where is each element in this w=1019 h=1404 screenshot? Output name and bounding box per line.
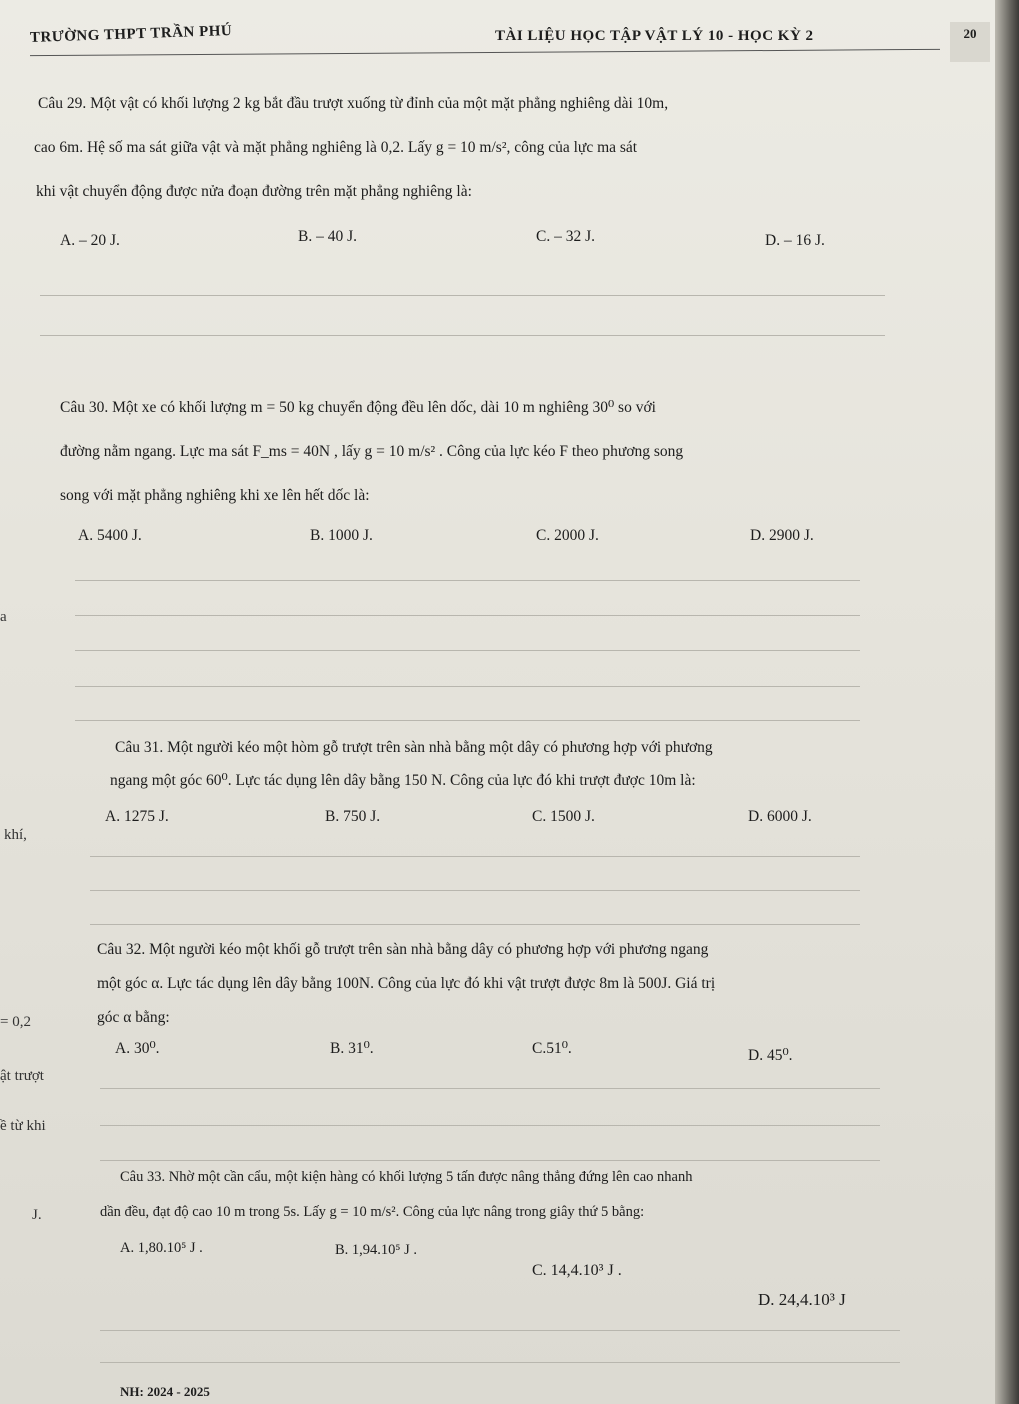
q33-option-d: D. 24,4.10³ J — [758, 1290, 846, 1309]
margin-fragment: khí, — [4, 827, 27, 843]
answer-line — [75, 686, 860, 687]
header-rule — [30, 49, 940, 56]
q30-option-a: A. 5400 J. — [78, 527, 142, 544]
q32-option-b: B. 31⁰. — [330, 1040, 374, 1057]
q30-line1: Câu 30. Một xe có khối lượng m = 50 kg chuyển động đều lên dốc, dài 10 m nghiêng 30⁰ so với — [60, 399, 656, 416]
answer-line — [100, 1125, 880, 1126]
answer-line — [90, 924, 860, 925]
answer-line — [90, 856, 860, 857]
answer-line — [100, 1362, 900, 1363]
margin-fragment: ề từ khi — [0, 1118, 46, 1134]
margin-fragment: a — [0, 609, 7, 625]
margin-fragment: J. — [32, 1207, 42, 1223]
q29-option-c: C. – 32 J. — [536, 228, 595, 245]
footer-year: NH: 2024 - 2025 — [120, 1384, 210, 1399]
q33-line1: Câu 33. Nhờ một cần cẩu, một kiện hàng có khối lượng 5 tấn được nâng thẳng đứng lên cao nhanh — [120, 1169, 693, 1185]
margin-fragment: ật trượt — [0, 1068, 44, 1084]
q30-option-c: C. 2000 J. — [536, 527, 599, 544]
q33-option-a: A. 1,80.10⁵ J . — [120, 1240, 203, 1256]
margin-fragment: = 0,2 — [0, 1014, 31, 1030]
q32-line1: Câu 32. Một người kéo một khối gỗ trượt trên sàn nhà bằng dây có phương hợp với phương ngang — [97, 941, 709, 958]
q29-option-b: B. – 40 J. — [298, 228, 357, 245]
page-number: 20 — [950, 22, 990, 62]
q31-option-b: B. 750 J. — [325, 808, 381, 825]
page-edge-shadow — [995, 0, 1019, 1404]
school-name: TRƯỜNG THPT TRẦN PHÚ — [29, 22, 233, 46]
q30-line3: song với mặt phẳng nghiêng khi xe lên hết dốc là: — [60, 487, 370, 504]
q30-line2: đường nằm ngang. Lực ma sát F_ms = 40N , lấy g = 10 m/s² . Công của lực kéo F theo phương song — [60, 443, 684, 460]
q32-option-c: C.51⁰. — [532, 1040, 572, 1057]
q32-line3: góc α bằng: — [97, 1009, 170, 1026]
q32-option-a: A. 30⁰. — [115, 1040, 160, 1057]
q33-line2: dần đều, đạt độ cao 10 m trong 5s. Lấy g = 10 m/s². Công của lực nâng trong giây thứ 5 bằng: — [100, 1204, 645, 1220]
answer-line — [40, 335, 885, 336]
q33-option-b: B. 1,94.10⁵ J . — [335, 1242, 417, 1258]
answer-line — [75, 615, 860, 616]
q30-option-b: B. 1000 J. — [310, 527, 373, 544]
answer-line — [100, 1160, 880, 1161]
q33-option-c: C. 14,4.10³ J . — [532, 1262, 622, 1279]
q31-option-c: C. 1500 J. — [532, 808, 595, 825]
answer-line — [75, 580, 860, 581]
answer-line — [40, 295, 885, 296]
q31-line1: Câu 31. Một người kéo một hòm gỗ trượt trên sàn nhà bằng một dây có phương hợp với phương — [115, 739, 713, 756]
answer-line — [75, 720, 860, 721]
q32-option-d: D. 45⁰. — [748, 1047, 793, 1064]
answer-line — [100, 1330, 900, 1331]
q32-line2: một góc α. Lực tác dụng lên dây bằng 100N. Công của lực đó khi vật trượt được 8m là 500J. Giá trị — [97, 975, 716, 992]
q29-line1: Câu 29. Một vật có khối lượng 2 kg bắt đầu trượt xuống từ đỉnh của một mặt phẳng nghiêng dài 10m, — [38, 95, 669, 112]
document-title: TÀI LIỆU HỌC TẬP VẬT LÝ 10 - HỌC KỲ 2 — [495, 28, 814, 44]
q31-line2: ngang một góc 60⁰. Lực tác dụng lên dây bằng 150 N. Công của lực đó khi trượt được 10m là: — [110, 772, 696, 789]
answer-line — [75, 650, 860, 651]
q30-option-d: D. 2900 J. — [750, 527, 814, 544]
answer-line — [90, 890, 860, 891]
q29-option-d: D. – 16 J. — [765, 232, 825, 249]
q31-option-d: D. 6000 J. — [748, 808, 812, 825]
q29-line3: khi vật chuyển động được nửa đoạn đường trên mặt phẳng nghiêng là: — [36, 183, 472, 200]
q29-option-a: A. – 20 J. — [60, 232, 120, 249]
answer-line — [100, 1088, 880, 1089]
q31-option-a: A. 1275 J. — [105, 808, 169, 825]
q29-line2: cao 6m. Hệ số ma sát giữa vật và mặt phẳng nghiêng là 0,2. Lấy g = 10 m/s², công của lực ma sát — [34, 139, 638, 156]
